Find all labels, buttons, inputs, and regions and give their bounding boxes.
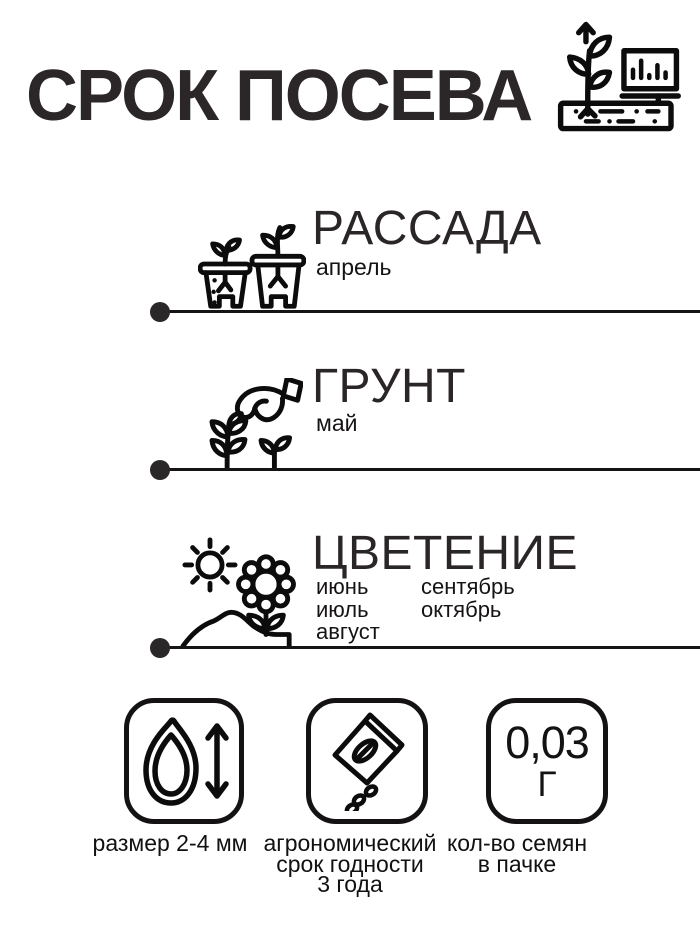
section-title-grunt: ГРУНТ	[312, 360, 466, 413]
shelf-life-badge	[306, 698, 428, 824]
section-month-grunt: май	[316, 410, 358, 436]
seedling-pots-icon	[198, 216, 306, 312]
caption-line: кол-во семян	[446, 830, 588, 856]
seed-weight-unit: Г	[537, 765, 557, 804]
seed-packet-icon	[321, 711, 413, 811]
months-column-1	[316, 576, 380, 644]
section-month-rassada: апрель	[316, 254, 392, 280]
month-item: октябрь	[421, 596, 502, 622]
month-item: июль	[316, 596, 369, 622]
sun-flower-icon	[177, 536, 299, 648]
caption-line: 3 года	[317, 871, 383, 897]
hand-sowing-icon	[203, 378, 303, 469]
timeline-cvetenie	[160, 646, 700, 649]
caption-seed-count	[407, 830, 627, 877]
seed-size-icon	[138, 715, 230, 807]
month-item: сентябрь	[421, 574, 515, 599]
month-item: июнь	[316, 574, 369, 599]
page-title: СРОК ПОСЕВА	[26, 56, 532, 136]
plant-growth-chart-icon	[546, 20, 682, 134]
timeline-grunt	[160, 468, 700, 471]
seed-weight-value: 0,03	[505, 717, 589, 768]
seed-weight-badge	[486, 698, 608, 824]
caption-line: размер 2-4 мм	[92, 830, 248, 856]
seed-size-badge	[124, 698, 244, 824]
caption-line: агрономический	[263, 830, 437, 856]
caption-line: в пачке	[477, 850, 557, 877]
months-column-2	[421, 576, 515, 621]
month-item: август	[316, 619, 380, 644]
caption-line: срок годности	[276, 850, 424, 877]
section-title-rassada: РАССАДА	[312, 202, 542, 255]
timeline-rassada	[160, 310, 700, 313]
section-title-cvetenie: ЦВЕТЕНИЕ	[312, 527, 579, 580]
